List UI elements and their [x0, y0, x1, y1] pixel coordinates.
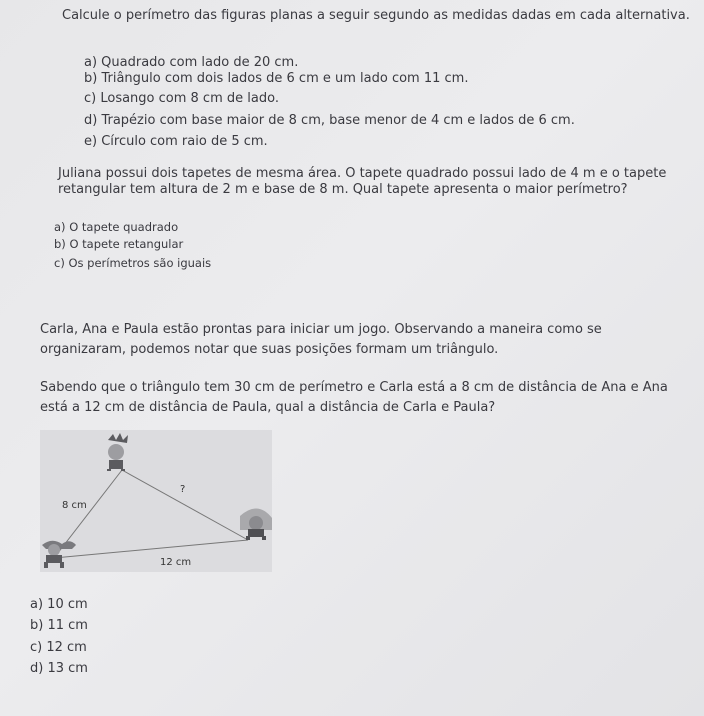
- q2-option-a: a) O tapete quadrado: [54, 220, 179, 234]
- q1-item-e: e) Círculo com raio de 5 cm.: [84, 134, 268, 149]
- paula-figure-icon: [240, 508, 272, 540]
- q3-option-d: d) 13 cm: [30, 661, 88, 676]
- q1-item-b: b) Triângulo com dois lados de 6 cm e um lado com 11 cm.: [84, 71, 469, 86]
- label-12cm: 12 cm: [160, 557, 192, 568]
- carla-figure-icon: [107, 433, 128, 471]
- q3-para2-line2: está a 12 cm de distância de Paula, qual a distância de Carla e Paula?: [40, 400, 496, 415]
- q2-option-c: c) Os perímetros são iguais: [54, 256, 212, 270]
- q1-prompt: Calcule o perímetro das figuras planas a seguir segundo as medidas dadas em cada alternativa.: [62, 8, 690, 23]
- side-carla-paula: [122, 470, 248, 540]
- q2-prompt-line1: Juliana possui dois tapetes de mesma área. O tapete quadrado possui lado de 4 m e o tapete: [58, 166, 667, 181]
- q3-option-c: c) 12 cm: [30, 640, 87, 655]
- q3-option-a: a) 10 cm: [30, 597, 88, 612]
- q3-para1-line2: organizaram, podemos notar que suas posições formam um triângulo.: [40, 342, 499, 357]
- q3-para1-line1: Carla, Ana e Paula estão prontas para iniciar um jogo. Observando a maneira como se: [40, 322, 602, 337]
- label-8cm: 8 cm: [62, 500, 87, 511]
- q2-option-b: b) O tapete retangular: [54, 237, 184, 251]
- q3-para2-line1: Sabendo que o triângulo tem 30 cm de perímetro e Carla está a 8 cm de distância de Ana e Ana: [40, 380, 668, 395]
- side-ana-paula: [54, 540, 248, 558]
- q1-item-d: d) Trapézio com base maior de 8 cm, base menor de 4 cm e lados de 6 cm.: [84, 113, 575, 128]
- triangle-figure: [40, 430, 272, 572]
- label-unknown: ?: [180, 484, 186, 495]
- q3-option-b: b) 11 cm: [30, 618, 88, 633]
- q2-prompt-line2: retangular tem altura de 2 m e base de 8 m. Qual tapete apresenta o maior perímetro?: [58, 182, 628, 197]
- triangle-diagram: [40, 430, 272, 572]
- ana-figure-icon: [42, 541, 76, 568]
- q1-item-a: a) Quadrado com lado de 20 cm.: [84, 55, 299, 70]
- q1-item-c: c) Losango com 8 cm de lado.: [84, 91, 279, 106]
